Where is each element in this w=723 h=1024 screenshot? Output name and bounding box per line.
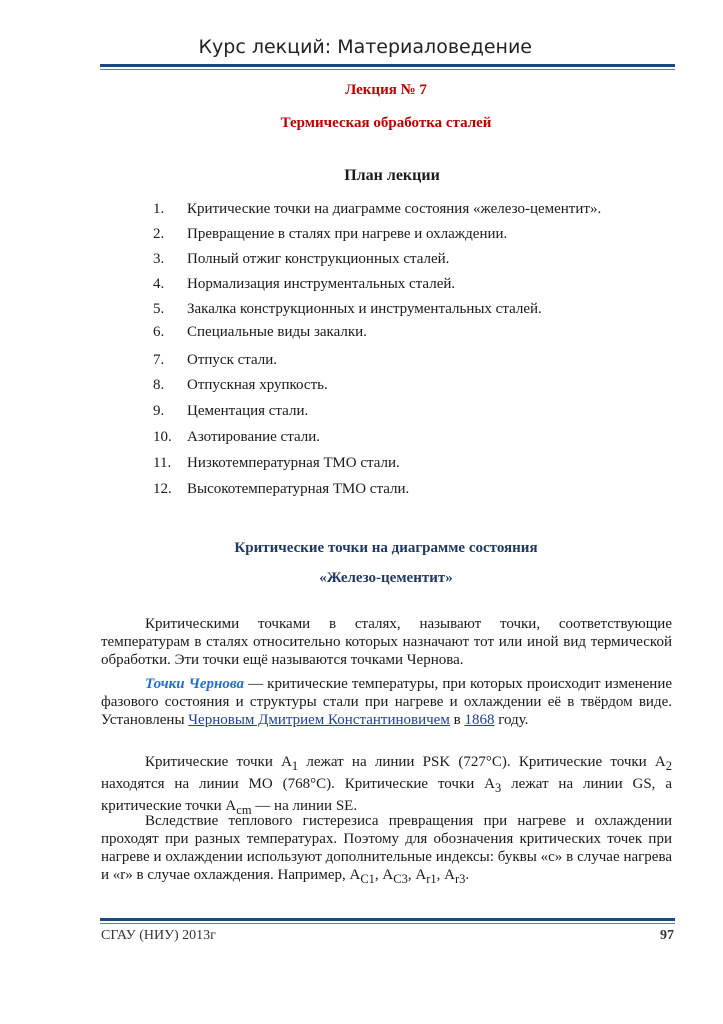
section-title-line1: Критические точки на диаграмме состояния: [234, 540, 538, 556]
plan-item-number: 10.: [153, 429, 172, 445]
lecture-number: Лекция № 7: [345, 82, 427, 98]
plan-item-number: 8.: [153, 377, 165, 393]
body-paragraph-2: Точки Чернова — критические температуры, при которых происходит изменение фазового состояния и структуры стали при нагреве и охлаждении её в твёрдом виде. Установлены Черновым Дмитрием Константиновичем в 1868 году.: [101, 676, 673, 728]
plan-item-text: Низкотемпературная ТМО стали.: [187, 455, 400, 471]
plan-item-number: 9.: [153, 403, 165, 419]
lecture-title: Термическая обработка сталей: [280, 115, 492, 131]
plan-item-text: Отпуск стали.: [187, 352, 278, 368]
plan-item-number: 6.: [153, 324, 165, 340]
plan-item-text: Закалка конструкционных и инструментальных сталей.: [187, 301, 542, 317]
plan-item-text: Высокотемпературная ТМО стали.: [187, 481, 410, 497]
page-number: 97: [660, 928, 674, 943]
plan-item-text: Цементация стали.: [187, 403, 309, 419]
link-year-1868[interactable]: 1868: [464, 712, 495, 728]
body-paragraph-1: Критическими точками в сталях, называют точки, соответствующие температурам в сталях относительно которых назначают тот или иной вид термической обработки. Эти точки ещё называются точками Чернова.: [101, 616, 672, 668]
plan-item-number: 11.: [153, 455, 172, 471]
plan-item-text: Нормализация инструментальных сталей.: [187, 276, 456, 292]
body-paragraph-3: Критические точки $А_1$ лежат на линии PSK (727°С). Критические точки $А_2$ находятся на линии МО (768°С). Критические точки $А_3$ лежат на линии GS, а критические точки $А_{cm}$ — на линии SE.: [101, 754, 672, 817]
plan-item-number: 1.: [153, 201, 165, 217]
plan-item-text: Превращение в сталях при нагреве и охлаждении.: [187, 226, 508, 242]
plan-title: План лекции: [344, 167, 440, 184]
plan-item-text: Азотирование стали.: [187, 429, 321, 445]
term-chernov-points: Точки Чернова: [145, 676, 244, 692]
plan-item-text: Отпускная хрупкость.: [187, 377, 328, 393]
plan-item-text: Специальные виды закалки.: [187, 324, 367, 340]
plan-item-number: 12.: [153, 481, 172, 497]
link-chernov-name[interactable]: Черновым Дмитрием Константиновичем: [188, 712, 450, 728]
plan-item-number: 7.: [153, 352, 165, 368]
plan-item-number: 3.: [153, 251, 165, 267]
plan-item-text: Критические точки на диаграмме состояния «железо-цементит».: [187, 201, 602, 217]
footer-rule: [100, 918, 675, 924]
plan-item-number: 5.: [153, 301, 165, 317]
footer-institution: СГАУ (НИУ) 2013г: [101, 928, 216, 943]
plan-item-number: 2.: [153, 226, 165, 242]
plan-item-text: Полный отжиг конструкционных сталей.: [187, 251, 450, 267]
plan-item-number: 4.: [153, 276, 165, 292]
section-title-line2: «Железо-цементит»: [319, 570, 453, 586]
body-paragraph-4: Вследствие теплового гистерезиса превращения при нагреве и охлаждении проходят при разных температурах. Поэтому для обозначения критических точек при нагреве и охлаждении используют дополнительные индексы: буквы «с» в случае нагрева и «r» в случае охлаждения. Например, $А_{C1}$, $А_{C3}$, $А_{r1}$, $А_{r3}$.: [101, 813, 672, 886]
header-rule: [100, 64, 675, 70]
running-header-title: Курс лекций: Материаловедение: [198, 36, 532, 58]
